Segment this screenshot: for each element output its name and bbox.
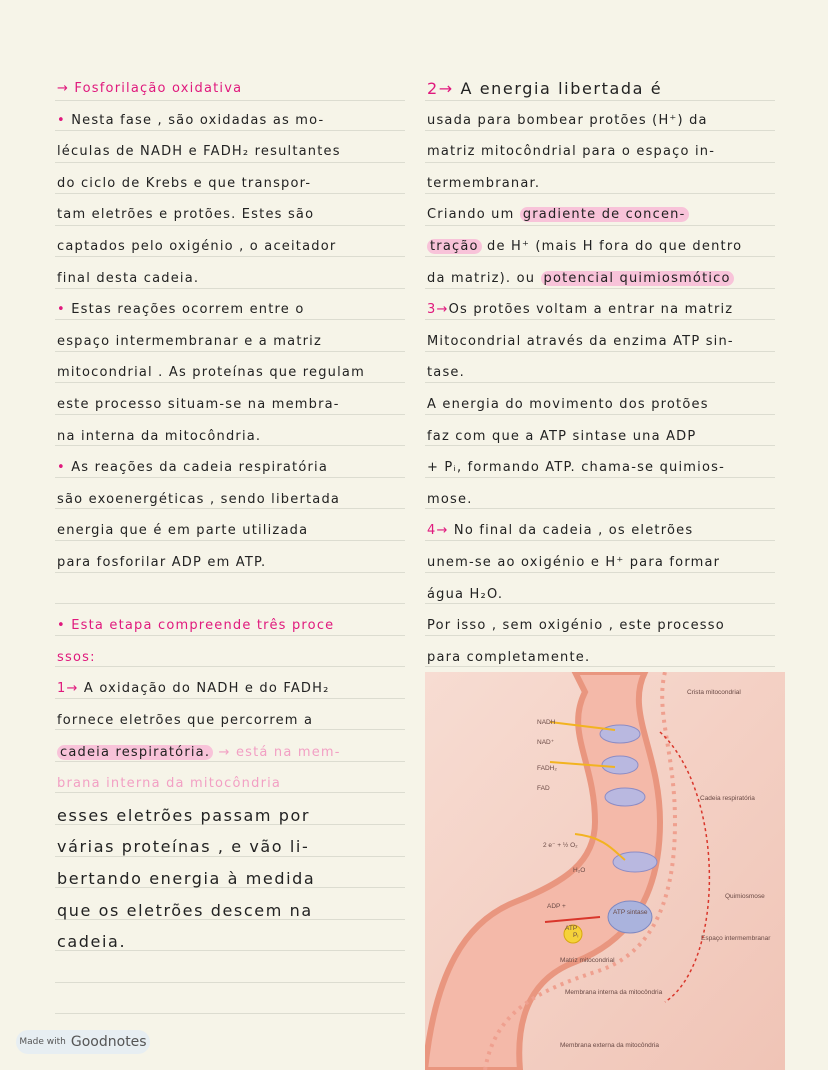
note-line [57,300,305,320]
note-text: + Pᵢ, formando ATP. chama-se quimios- [427,460,725,476]
note-line [57,521,308,541]
note-line [427,79,662,99]
note-line [57,142,341,162]
note-line [427,111,708,131]
note-line [427,648,590,668]
note-text: No final da cadeia , os eletrões [453,523,694,539]
label-pi: Pᵢ [573,932,579,939]
note-text: tam eletrões e protões. Estes são [57,207,315,223]
note-line [427,585,503,605]
note-line [57,427,261,447]
label-fadh2: FADH₂ [537,765,557,772]
note-text: unem-se ao oxigénio e H⁺ para formar [427,555,721,570]
note-line [427,142,715,162]
rule-line [55,666,405,667]
note-text: para completamente. [427,649,591,665]
note-line [57,679,330,699]
note-line [427,174,540,194]
rule-line [55,982,405,983]
badge-brand: Goodnotes [70,1034,147,1050]
note-text: da matriz). ou [427,270,541,286]
note-text: esses eletrões passam por [57,805,311,825]
note-text: • Esta etapa compreende três proce [57,618,335,634]
note-line [57,332,322,352]
note-text: fornece eletrões que percorrem a [57,713,314,728]
note-text: na interna da mitocôndria. [57,428,262,444]
note-line [427,395,709,415]
note-text: do ciclo de Krebs e que transpor- [57,175,312,191]
note-text: 1→ [57,681,84,697]
note-line [427,237,742,257]
note-text: espaço intermembranar e a matriz [57,333,322,349]
label-nad: NAD⁺ [537,739,555,746]
note-text: 4→ [427,523,454,539]
note-text: para fosforilar ADP em ATP. [57,555,267,570]
label-membrana-externa: Membrana externa da mitocôndria [560,1042,659,1049]
note-line [57,174,311,194]
note-text: Estas reações ocorrem entre o [71,302,305,318]
note-line [57,553,266,573]
note-text: Por isso , sem oxigénio , este processo [427,618,725,634]
note-line [57,395,340,415]
note-text: • [57,112,72,128]
label-nadh: NADH [537,719,556,726]
note-text: potencial quimiosmótico [541,271,734,286]
note-text: que os eletrões descem na [57,900,313,920]
note-text: água H₂O. [427,586,504,602]
label-atp-sintase: ATP sintase [613,909,648,916]
note-line [427,269,734,289]
label-crista: Crista mitocondrial [687,689,741,696]
note-text: → Fosforilação oxidativa [57,81,243,96]
rule-line [425,100,775,101]
label-fad: FAD [537,785,550,792]
note-text: Mitocondrial através da enzima ATP sin- [427,333,734,349]
note-line [427,521,693,541]
note-text: bertando energia à medida [57,869,316,888]
note-line [57,269,199,289]
note-text: Os protões voltam a entrar na matriz [448,302,734,318]
note-text: A energia do movimento dos protões [427,397,709,412]
note-text: tase. [427,365,465,381]
label-quimiosmose: Quimiosmose [725,893,765,900]
note-text: mitocondrial . As proteínas que regulam [57,365,365,381]
label-atp: ATP [565,925,578,932]
label-matriz: Matriz mitocondrial [560,957,615,964]
note-text: termembranar. [427,175,541,191]
note-line [57,237,336,257]
note-line [57,79,242,99]
rule-line [55,100,405,101]
note-text: léculas de NADH e FADH₂ resultantes [57,144,341,160]
note-line [57,837,309,857]
note-line [57,774,281,794]
rule-line [55,1013,405,1014]
note-line [57,648,96,668]
note-line [57,616,334,636]
note-line [57,363,365,383]
note-line [57,111,324,131]
note-text: • [57,302,72,318]
label-adp: ADP + [547,903,566,910]
rule-line [425,508,775,509]
label-membrana-interna: Membrana interna da mitocôndria [565,989,663,996]
note-line [427,427,696,447]
note-line [427,490,473,510]
note-text: Nesta fase , são oxidadas as mo- [71,112,325,128]
note-line [57,458,328,478]
note-line [57,932,126,952]
note-text: Criando um [427,207,520,223]
note-text: cadeia. [57,932,127,952]
note-text: tração [427,239,482,254]
label-h2o: H₂O [573,867,586,874]
note-text: • [57,460,72,476]
note-text: captados pelo oxigénio , o aceitador [57,239,337,254]
note-line [57,901,313,921]
note-text: são exoenergéticas , sendo libertada [57,491,341,507]
note-text: gradiente de concen- [520,207,689,222]
note-text: 3→ [427,302,449,318]
note-text: várias proteínas , e vão li- [57,837,310,857]
note-line [57,806,310,826]
note-text: A oxidação do NADH e do FADH₂ [83,681,330,697]
note-text: energia que é em parte utilizada [57,523,309,539]
note-line [427,553,720,573]
note-text: final desta cadeia. [57,270,200,286]
note-line [427,458,725,478]
note-text: ssos: [57,649,96,665]
note-text: usada para bombear protões (H⁺) da [427,112,708,128]
note-line [427,616,725,636]
note-line [427,332,734,352]
note-line [57,869,315,889]
mitochondria-figure [425,672,785,1070]
note-line [57,205,314,225]
note-text: este processo situam-se na membra- [57,397,340,412]
note-line [57,743,341,763]
note-text: matriz mitocôndrial para o espaço in- [427,144,716,160]
note-text: faz com que a ATP sintase una ADP [427,428,697,444]
rule-line [425,382,775,383]
note-line [57,490,340,510]
note-text: As reações da cadeia respiratória [71,460,329,476]
rule-line [55,603,405,604]
note-text: brana interna da mitocôndria [57,776,282,792]
note-text: 2→ [427,79,461,98]
note-line [427,205,689,225]
goodnotes-badge [16,1030,150,1054]
note-text: cadeia respiratória. [57,745,213,760]
label-o2: 2 e⁻ + ½ O₂ [543,842,578,849]
note-line [57,711,313,731]
note-line [427,363,465,383]
note-text: de H⁺ (mais H fora do que dentro [481,239,743,254]
note-text: mose. [427,491,473,507]
label-cadeia: Cadeia respiratória [700,795,755,802]
note-text: → está na mem- [213,744,341,760]
note-line [427,300,733,320]
badge-prefix: Made with [19,1037,66,1047]
label-espaco: Espaço intermembranar [701,935,771,942]
note-text: A energia libertada é [460,79,663,98]
